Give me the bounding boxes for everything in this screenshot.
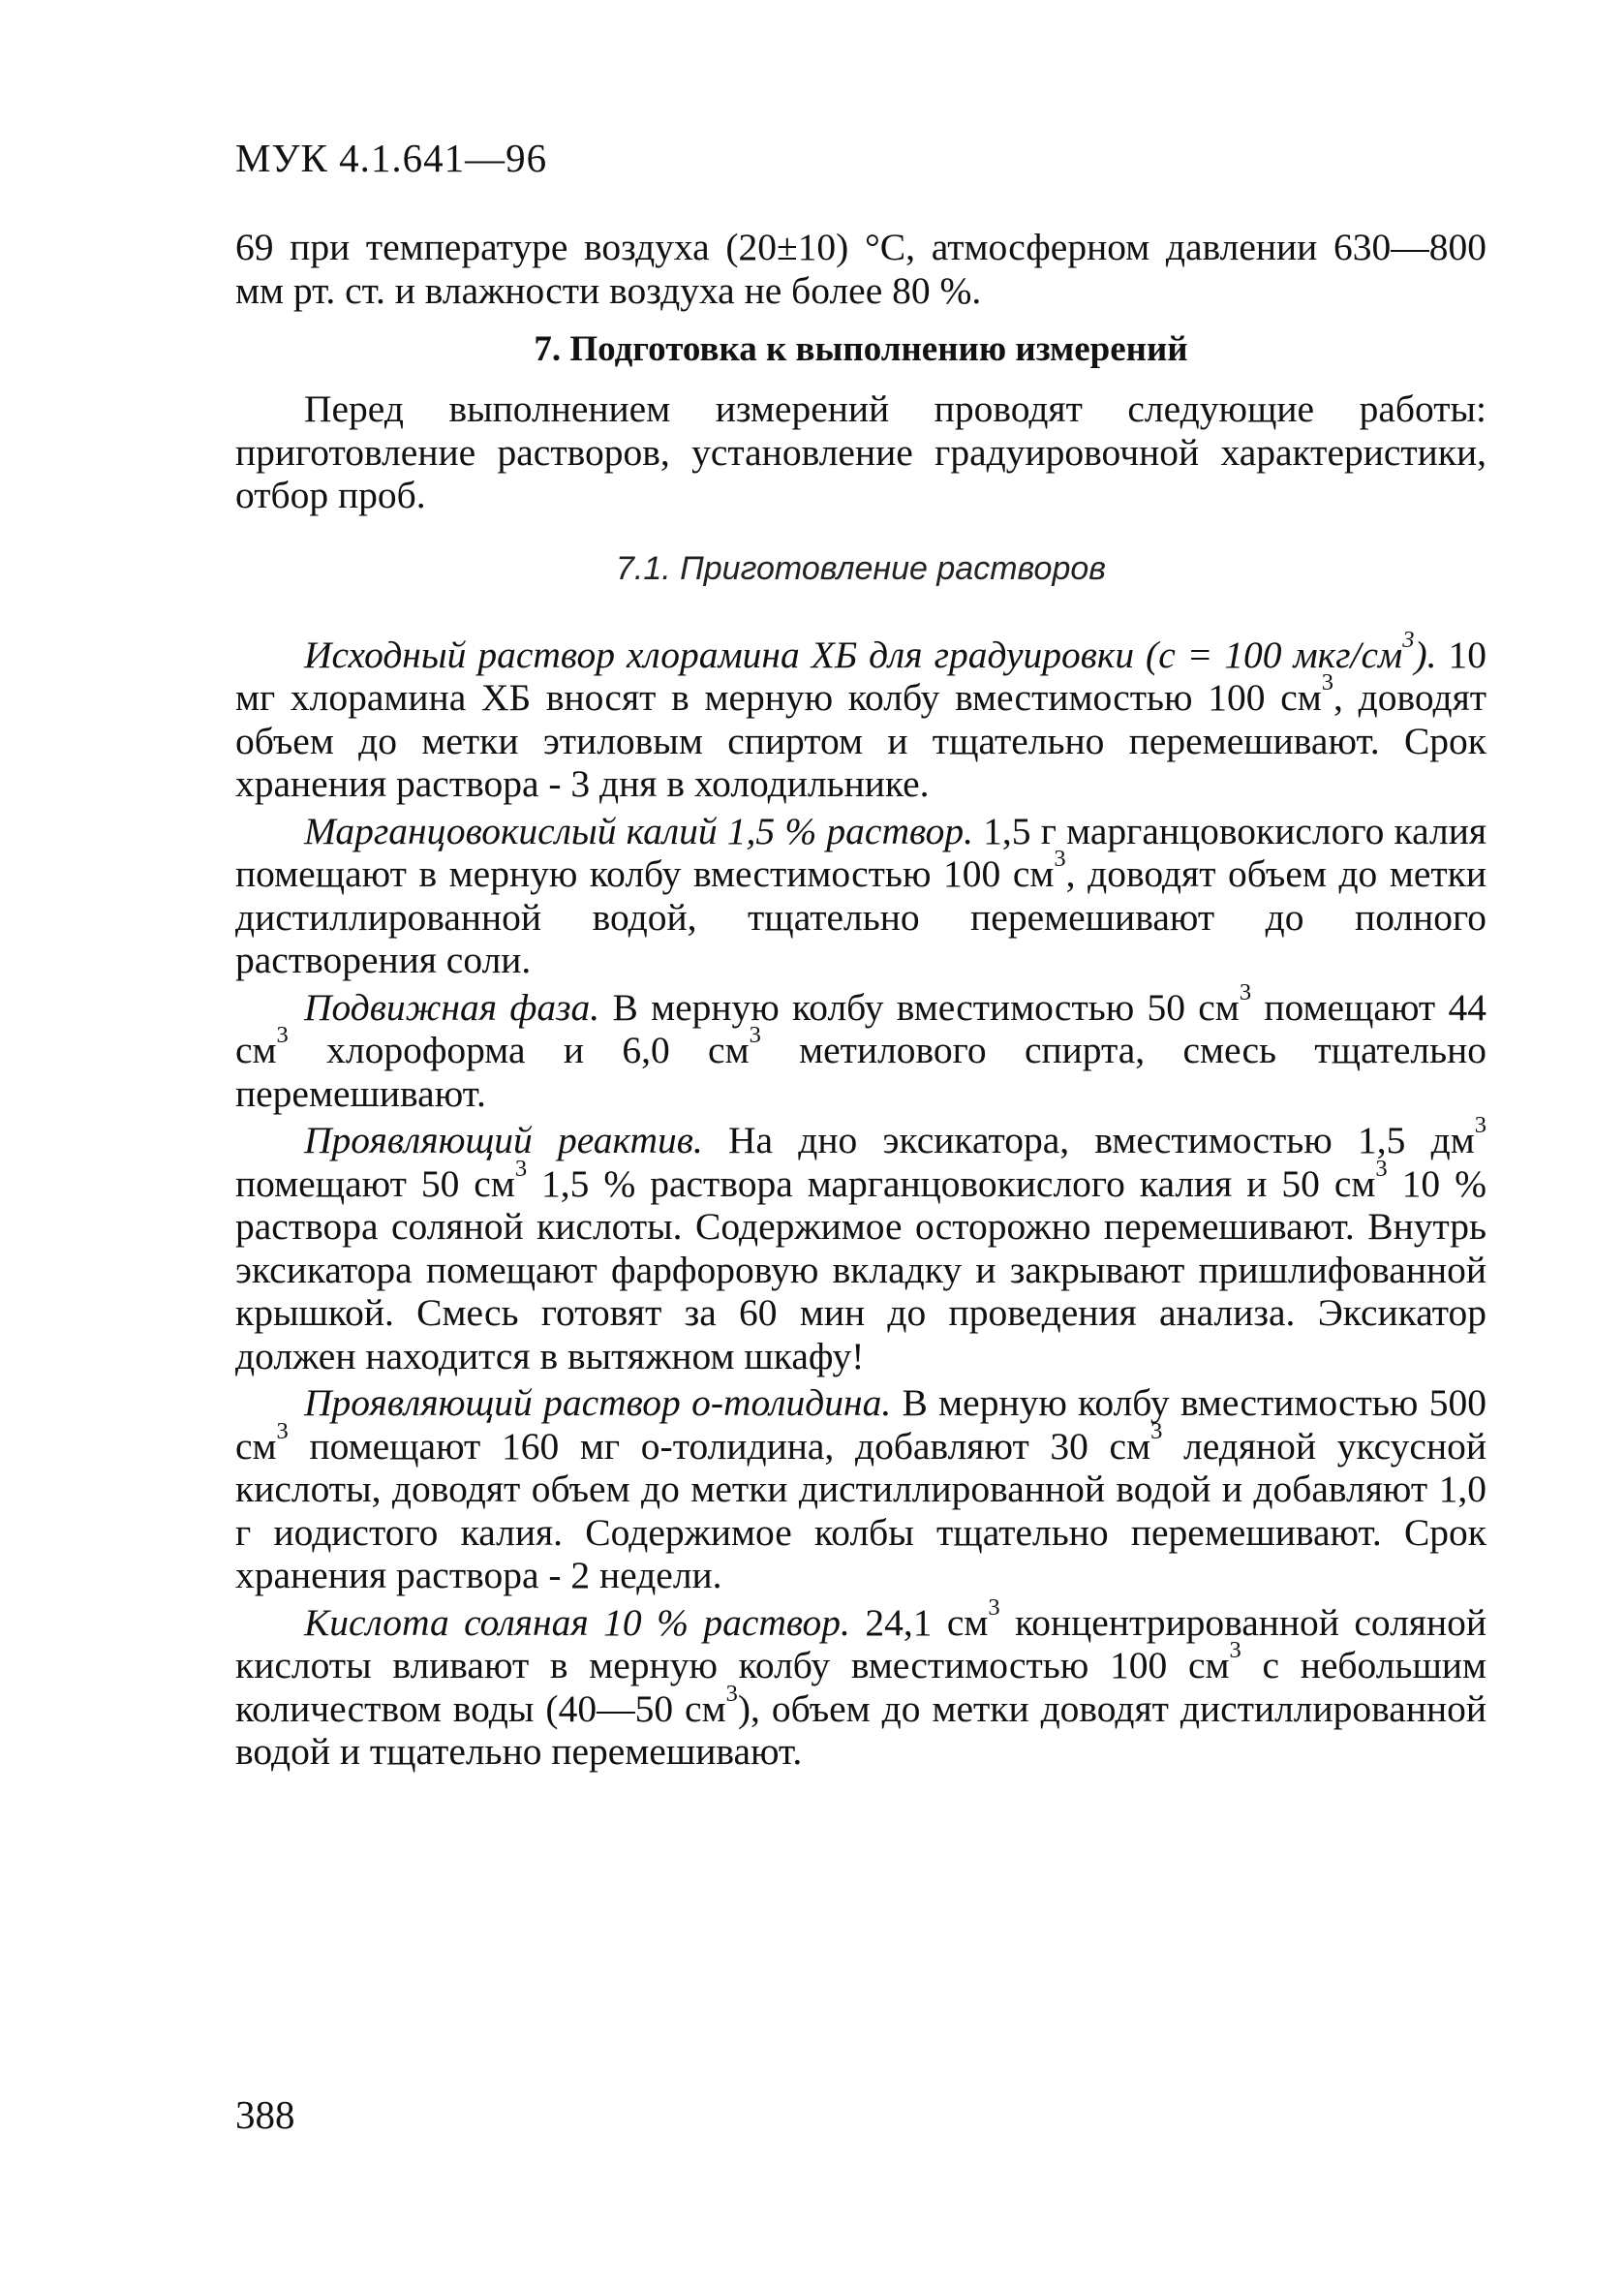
paragraph-chloramine-solution: Исходный раствор хлорамина ХБ для градуировки (с = 100 мкг/$см^3$). 10 мг хлорамина ХБ вносят в мерную колбу вместимостью 100 $см^3$, доводят объем до метки этиловым спиртом и тщательно перемешивают. Срок хранения раствора - 3 дня в холодильнике. (235, 626, 1487, 806)
page-number: 388 (235, 2092, 295, 2137)
intro-paragraph: 69 при температуре воздуха (20±10) °С, атмосферном давлении 630—800 мм рт. ст. и влажности воздуха не более 80 %. (235, 226, 1486, 312)
section-intro-paragraph: Перед выполнением измерений проводят следующие работы: приготовление растворов, установление градуировочной характеристики, отбор проб. (235, 387, 1486, 517)
document-code-header: МУК 4.1.641—96 (235, 136, 548, 180)
paragraph-lead-term: Кислота соляная 10 % раствор. (304, 1600, 850, 1644)
paragraph-lead-term: Исходный раствор хлорамина ХБ для градуировки (с = 100 мкг/$см^3$). (304, 626, 1437, 676)
section-title: 7. Подготовка к выполнению измерений (534, 329, 1188, 370)
paragraph-lead-term: Марганцовокислый калий 1,5 % раствор. (304, 809, 973, 852)
paragraph-lead-term: Проявляющий реактив. (304, 1119, 703, 1162)
subsection-title: 7.1. Приготовление растворов (615, 549, 1107, 587)
paragraph-mobile-phase: Подвижная фаза. В мерную колбу вместимостью 50 $см^3$ помещают 44 $см^3$ хлороформа и 6,0 $см^3$ метилового спирта, смесь тщательно перемешивают. (235, 978, 1486, 1115)
paragraph-lead-term: Подвижная фаза. (304, 985, 600, 1029)
paragraph-hydrochloric-acid: Кислота соляная 10 % раствор. 24,1 $см^3$ концентрированной соляной кислоты вливают в мерную колбу вместимостью 100 $см^3$ с небольшим количеством воды (40—50 $см^3$), объем до метки доводят дистиллированной водой и тщательно перемешивают. (235, 1593, 1487, 1774)
paragraph-lead-term: Проявляющий раствор о-толидина. (304, 1381, 892, 1425)
paragraph-tolidine-solution: Проявляющий раствор о-толидина. В мерную колбу вместимостью 500 $см^3$ помещают 160 мг о-толидина, добавляют 30 $см^3$ ледяной уксусной кислоты, доводят объем до метки дистиллированной водой и добавляют 1,0 г иодистого калия. Содержимое колбы тщательно перемешивают. Срок хранения раствора - 2 недели. (235, 1381, 1486, 1597)
paragraph-permanganate-solution: Марганцовокислый калий 1,5 % раствор. 1,5 г марганцовокислого калия помещают в мерную колбу вместимостью 100 $см^3$, доводят объем до метки дистиллированной водой, тщательно перемешивают до полного растворения соли. (235, 809, 1486, 982)
paragraph-developing-reagent: Проявляющий реактив. На дно эксикатора, вместимостью 1,5 $дм^3$ помещают 50 $см^3$ 1,5 % раствора марганцовокислого калия и 50 $см^3$ 10 % раствора соляной кислоты. Содержимое осторожно перемешивают. Внутрь эксикатора помещают фарфоровую вкладку и закрывают пришлифованной крышкой. Смесь готовят за 60 мин до проведения анализа. Эксикатор должен находится в вытяжном шкафу! (235, 1112, 1487, 1377)
document-page (235, 136, 1486, 1778)
